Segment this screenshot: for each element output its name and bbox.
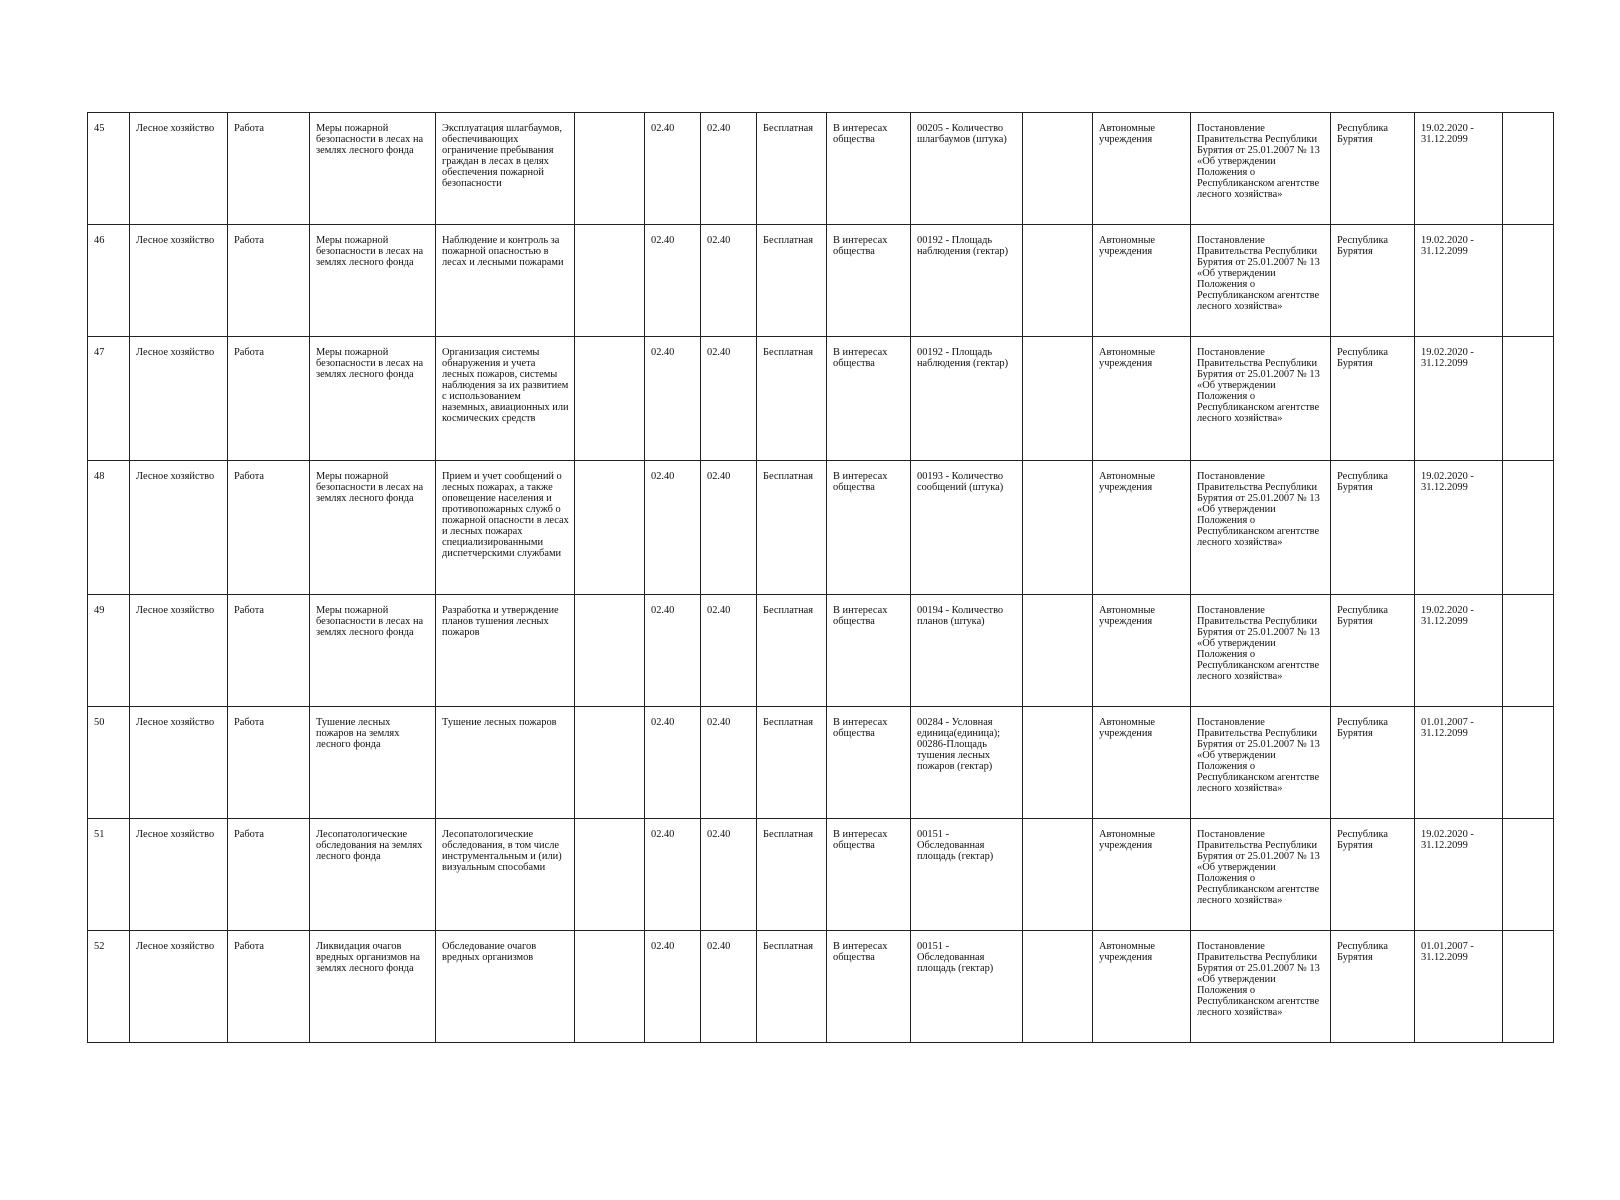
table-row [88, 225, 1554, 337]
row-number: 49 [88, 595, 130, 707]
region-cell: Республика Бурятия [1331, 595, 1415, 707]
interest-cell: В интересах общества [827, 461, 911, 595]
code-cell-1: 02.40 [645, 337, 701, 461]
blank-cell [1023, 819, 1093, 931]
interest-cell: В интересах общества [827, 113, 911, 225]
kind-cell: Работа [228, 461, 310, 595]
content-cell: Организация системы обнаружения и учета лесных пожаров, системы наблюдения за их развитием с использованием наземных, авиационных или космических средств [436, 337, 575, 461]
region-cell: Республика Бурятия [1331, 337, 1415, 461]
industry-cell: Лесное хозяйство [130, 819, 228, 931]
industry-cell: Лесное хозяйство [130, 931, 228, 1043]
blank-cell [575, 461, 645, 595]
row-number: 45 [88, 113, 130, 225]
row-number: 48 [88, 461, 130, 595]
industry-cell: Лесное хозяйство [130, 113, 228, 225]
kind-cell: Работа [228, 113, 310, 225]
kind-cell: Работа [228, 595, 310, 707]
institutions-cell: Автономные учреждения [1093, 225, 1191, 337]
blank-cell [1023, 461, 1093, 595]
period-cell: 01.01.2007 - 31.12.2099 [1415, 931, 1503, 1043]
blank-cell [575, 595, 645, 707]
period-cell: 01.01.2007 - 31.12.2099 [1415, 707, 1503, 819]
content-cell: Лесопатологические обследования, в том числе инструментальным и (или) визуальным способами [436, 819, 575, 931]
interest-cell: В интересах общества [827, 707, 911, 819]
industry-cell: Лесное хозяйство [130, 461, 228, 595]
kind-cell: Работа [228, 225, 310, 337]
blank-cell [1023, 113, 1093, 225]
kind-cell: Работа [228, 707, 310, 819]
content-cell: Эксплуатация шлагбаумов, обеспечивающих ограничение пребывания граждан в лесах в целях обеспечения пожарной безопасности [436, 113, 575, 225]
service-name-cell: Ликвидация очагов вредных организмов на землях лесного фонда [310, 931, 436, 1043]
table-row [88, 819, 1554, 931]
basis-cell: Постановление Правительства Республики Бурятия от 25.01.2007 № 13 «Об утверждении Положения о Республиканском агентстве лесного хозяйства» [1191, 113, 1331, 225]
region-cell: Республика Бурятия [1331, 461, 1415, 595]
blank-cell [1023, 931, 1093, 1043]
indicator-cell: 00151 - Обследованная площадь (гектар) [911, 931, 1023, 1043]
period-cell: 19.02.2020 - 31.12.2099 [1415, 595, 1503, 707]
indicator-cell: 00205 - Количество шлагбаумов (штука) [911, 113, 1023, 225]
table-row [88, 707, 1554, 819]
content-cell: Наблюдение и контроль за пожарной опасностью в лесах и лесными пожарами [436, 225, 575, 337]
basis-cell: Постановление Правительства Республики Бурятия от 25.01.2007 № 13 «Об утверждении Положения о Республиканском агентстве лесного хозяйства» [1191, 225, 1331, 337]
payment-cell: Бесплатная [757, 337, 827, 461]
basis-cell: Постановление Правительства Республики Бурятия от 25.01.2007 № 13 «Об утверждении Положения о Республиканском агентстве лесного хозяйства» [1191, 819, 1331, 931]
industry-cell: Лесное хозяйство [130, 707, 228, 819]
blank-cell [575, 337, 645, 461]
blank-cell [1503, 461, 1554, 595]
table-row [88, 595, 1554, 707]
blank-cell [1023, 707, 1093, 819]
code-cell-1: 02.40 [645, 461, 701, 595]
interest-cell: В интересах общества [827, 337, 911, 461]
blank-cell [1023, 225, 1093, 337]
service-name-cell: Меры пожарной безопасности в лесах на землях лесного фонда [310, 225, 436, 337]
interest-cell: В интересах общества [827, 931, 911, 1043]
industry-cell: Лесное хозяйство [130, 337, 228, 461]
row-number: 51 [88, 819, 130, 931]
table-row [88, 113, 1554, 225]
code-cell-2: 02.40 [701, 337, 757, 461]
code-cell-1: 02.40 [645, 707, 701, 819]
service-name-cell: Лесопатологические обследования на землях лесного фонда [310, 819, 436, 931]
interest-cell: В интересах общества [827, 819, 911, 931]
region-cell: Республика Бурятия [1331, 819, 1415, 931]
service-name-cell: Меры пожарной безопасности в лесах на землях лесного фонда [310, 595, 436, 707]
blank-cell [1503, 225, 1554, 337]
code-cell-2: 02.40 [701, 113, 757, 225]
blank-cell [1023, 337, 1093, 461]
code-cell-2: 02.40 [701, 931, 757, 1043]
indicator-cell: 00151 - Обследованная площадь (гектар) [911, 819, 1023, 931]
row-number: 50 [88, 707, 130, 819]
row-number: 47 [88, 337, 130, 461]
industry-cell: Лесное хозяйство [130, 595, 228, 707]
code-cell-2: 02.40 [701, 461, 757, 595]
payment-cell: Бесплатная [757, 819, 827, 931]
payment-cell: Бесплатная [757, 461, 827, 595]
code-cell-1: 02.40 [645, 113, 701, 225]
payment-cell: Бесплатная [757, 113, 827, 225]
kind-cell: Работа [228, 337, 310, 461]
period-cell: 19.02.2020 - 31.12.2099 [1415, 225, 1503, 337]
payment-cell: Бесплатная [757, 595, 827, 707]
payment-cell: Бесплатная [757, 931, 827, 1043]
indicator-cell: 00194 - Количество планов (штука) [911, 595, 1023, 707]
row-number: 52 [88, 931, 130, 1043]
industry-cell: Лесное хозяйство [130, 225, 228, 337]
basis-cell: Постановление Правительства Республики Бурятия от 25.01.2007 № 13 «Об утверждении Положения о Республиканском агентстве лесного хозяйства» [1191, 461, 1331, 595]
code-cell-1: 02.40 [645, 931, 701, 1043]
institutions-cell: Автономные учреждения [1093, 113, 1191, 225]
blank-cell [1503, 931, 1554, 1043]
period-cell: 19.02.2020 - 31.12.2099 [1415, 113, 1503, 225]
blank-cell [575, 931, 645, 1043]
interest-cell: В интересах общества [827, 595, 911, 707]
blank-cell [1503, 337, 1554, 461]
indicator-cell: 00192 - Площадь наблюдения (гектар) [911, 225, 1023, 337]
service-name-cell: Тушение лесных пожаров на землях лесного фонда [310, 707, 436, 819]
code-cell-1: 02.40 [645, 225, 701, 337]
service-name-cell: Меры пожарной безопасности в лесах на землях лесного фонда [310, 337, 436, 461]
institutions-cell: Автономные учреждения [1093, 931, 1191, 1043]
region-cell: Республика Бурятия [1331, 931, 1415, 1043]
content-cell: Обследование очагов вредных организмов [436, 931, 575, 1043]
blank-cell [575, 819, 645, 931]
registry-table [87, 112, 1554, 1043]
institutions-cell: Автономные учреждения [1093, 337, 1191, 461]
institutions-cell: Автономные учреждения [1093, 819, 1191, 931]
kind-cell: Работа [228, 819, 310, 931]
blank-cell [1023, 595, 1093, 707]
region-cell: Республика Бурятия [1331, 225, 1415, 337]
payment-cell: Бесплатная [757, 225, 827, 337]
region-cell: Республика Бурятия [1331, 707, 1415, 819]
basis-cell: Постановление Правительства Республики Бурятия от 25.01.2007 № 13 «Об утверждении Положения о Республиканском агентстве лесного хозяйства» [1191, 931, 1331, 1043]
code-cell-2: 02.40 [701, 595, 757, 707]
period-cell: 19.02.2020 - 31.12.2099 [1415, 461, 1503, 595]
row-number: 46 [88, 225, 130, 337]
table-row [88, 461, 1554, 595]
kind-cell: Работа [228, 931, 310, 1043]
code-cell-2: 02.40 [701, 707, 757, 819]
blank-cell [1503, 113, 1554, 225]
table-row [88, 337, 1554, 461]
basis-cell: Постановление Правительства Республики Бурятия от 25.01.2007 № 13 «Об утверждении Положения о Республиканском агентстве лесного хозяйства» [1191, 337, 1331, 461]
institutions-cell: Автономные учреждения [1093, 707, 1191, 819]
code-cell-2: 02.40 [701, 819, 757, 931]
content-cell: Тушение лесных пожаров [436, 707, 575, 819]
interest-cell: В интересах общества [827, 225, 911, 337]
indicator-cell: 00192 - Площадь наблюдения (гектар) [911, 337, 1023, 461]
blank-cell [1503, 595, 1554, 707]
region-cell: Республика Бурятия [1331, 113, 1415, 225]
institutions-cell: Автономные учреждения [1093, 461, 1191, 595]
blank-cell [575, 113, 645, 225]
table-row [88, 931, 1554, 1043]
content-cell: Прием и учет сообщений о лесных пожарах, а также оповещение населения и противопожарных служб о пожарной опасности в лесах и лесных пожарах специализированными диспетчерскими службами [436, 461, 575, 595]
blank-cell [575, 225, 645, 337]
service-name-cell: Меры пожарной безопасности в лесах на землях лесного фонда [310, 461, 436, 595]
blank-cell [575, 707, 645, 819]
payment-cell: Бесплатная [757, 707, 827, 819]
code-cell-1: 02.40 [645, 819, 701, 931]
blank-cell [1503, 819, 1554, 931]
basis-cell: Постановление Правительства Республики Бурятия от 25.01.2007 № 13 «Об утверждении Положения о Республиканском агентстве лесного хозяйства» [1191, 595, 1331, 707]
code-cell-1: 02.40 [645, 595, 701, 707]
content-cell: Разработка и утверждение планов тушения лесных пожаров [436, 595, 575, 707]
table-body [88, 113, 1554, 1043]
institutions-cell: Автономные учреждения [1093, 595, 1191, 707]
indicator-cell: 00193 - Количество сообщений (штука) [911, 461, 1023, 595]
basis-cell: Постановление Правительства Республики Бурятия от 25.01.2007 № 13 «Об утверждении Положения о Республиканском агентстве лесного хозяйства» [1191, 707, 1331, 819]
period-cell: 19.02.2020 - 31.12.2099 [1415, 337, 1503, 461]
code-cell-2: 02.40 [701, 225, 757, 337]
blank-cell [1503, 707, 1554, 819]
period-cell: 19.02.2020 - 31.12.2099 [1415, 819, 1503, 931]
indicator-cell: 00284 - Условная единица(единица); 00286-Площадь тушения лесных пожаров (гектар) [911, 707, 1023, 819]
service-name-cell: Меры пожарной безопасности в лесах на землях лесного фонда [310, 113, 436, 225]
